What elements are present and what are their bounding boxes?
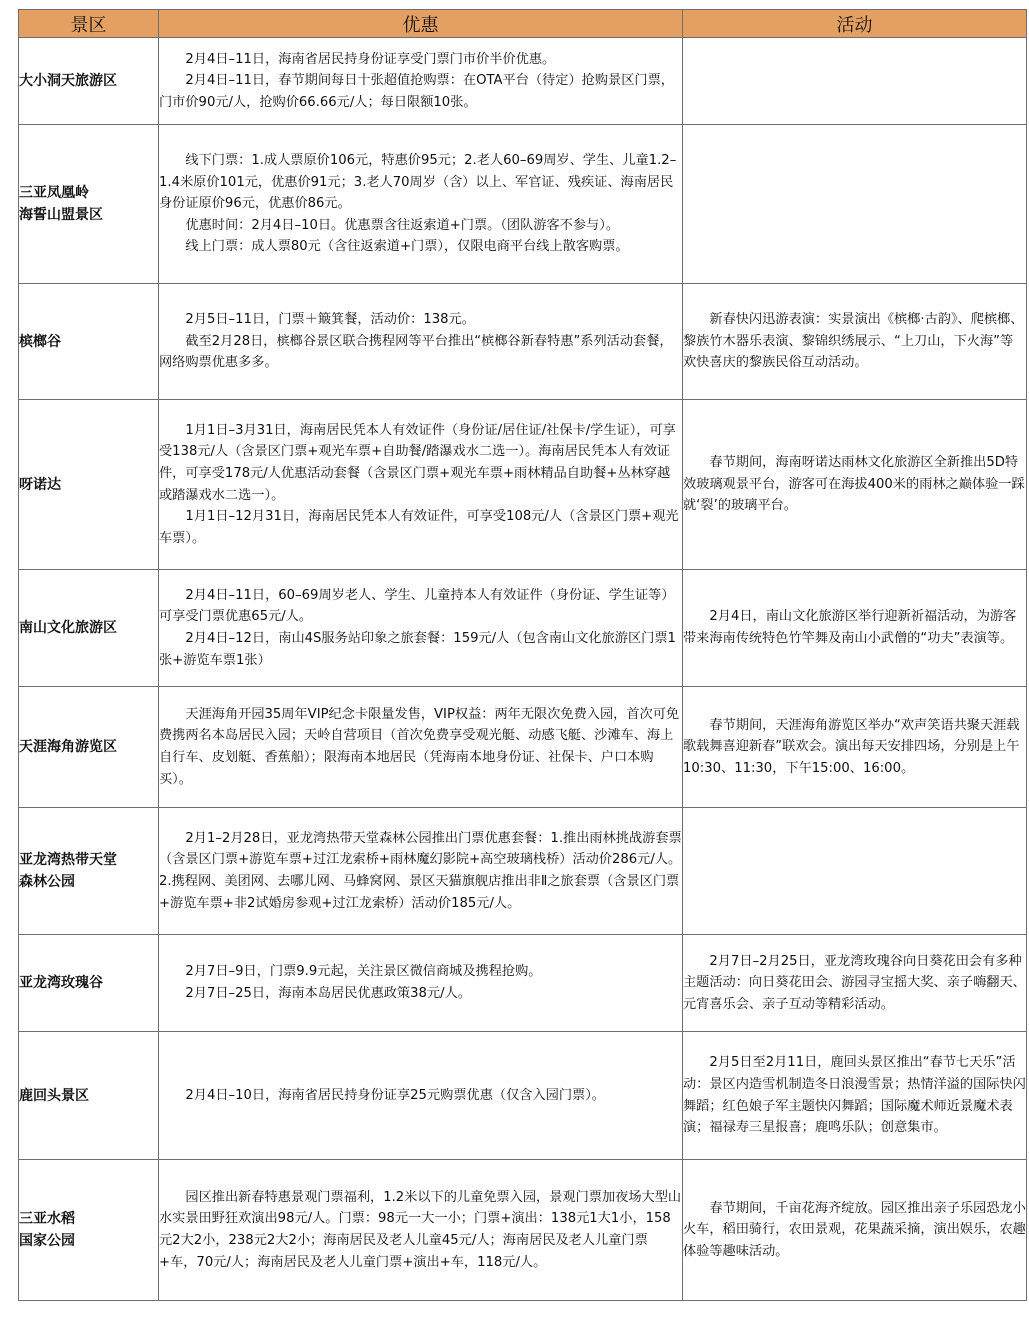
header-discount: 优惠 [159, 10, 683, 38]
discount-paragraph: 2月4日–11日，海南省居民持身份证享受门票门市价半价优惠。 [185, 51, 556, 67]
scenic-area-name [19, 284, 159, 400]
activity-paragraph: 2月7日–2月25日，亚龙湾玫瑰谷向日葵花田会有多种主题活动：向日葵花田会、游园寻宝摇大奖、亲子嗨翻天、元宵喜乐会、亲子互动等精彩活动。 [683, 953, 1026, 1012]
discount-paragraph: 2月5日–11日，门票＋簸箕餐，活动价：138元。 [185, 312, 475, 328]
scenic-discount-table [18, 9, 1027, 1301]
activity-paragraph: 2月4日，南山文化旅游区举行迎新祈福活动，为游客带来海南传统特色竹竿舞及南山小武僧的“功夫”表演等。 [683, 609, 1017, 646]
scenic-area-name-line: 国家公园 [19, 1233, 75, 1249]
scenic-area-name-line: 呀诺达 [19, 476, 61, 493]
scenic-area-name-line: 天涯海角游览区 [19, 739, 117, 755]
discount-cell [159, 400, 683, 570]
discount-paragraph: 2月4日–11日，60–69周岁老人、学生、儿童持本人有效证件（身份证、学生证等）可享受门票优惠65元/人。 [159, 587, 675, 625]
discount-paragraph: 1月1日–12月31日，海南居民凭本人有效证件，可享受108元/人（含景区门票+观光车票）。 [159, 509, 679, 546]
activity-cell [683, 125, 1027, 284]
scenic-area-name [19, 570, 159, 687]
discount-paragraph: 2月1–2月28日，亚龙湾热带天堂森林公园推出门票优惠套餐：1.推出雨林挑战游套票（含景区门票+游览车票+过江龙索桥+雨林魔幻影院+高空玻璃栈桥）活动价286元/人。2.携程网、美团网、去哪儿网、马蜂窝网、景区天猫旗舰店推出非Ⅱ之旅套票（含景区门票+游览车票+非2试婚房参观+过江龙索桥）活动价185元/人。 [159, 830, 682, 911]
table-row [19, 38, 1027, 125]
discount-cell [159, 38, 683, 125]
discount-cell [159, 808, 683, 935]
activity-cell [683, 400, 1027, 570]
table-row [19, 687, 1027, 808]
discount-cell [159, 1160, 683, 1301]
scenic-area-name [19, 935, 159, 1032]
activity-paragraph: 春节期间，千亩花海齐绽放。园区推出亲子乐园恐龙小火车，稻田骑行，农田景观，花果蔬采摘，演出娱乐，农趣体验等趣味活动。 [683, 1200, 1026, 1259]
activity-cell [683, 808, 1027, 935]
discount-paragraph: 2月4日–11日，春节期间每日十张超值抢购票：在OTA平台（待定）抢购景区门票，门市价90元/人，抢购价66.66元/人；每日限额10张。 [159, 73, 674, 110]
scenic-area-name-line: 槟榔谷 [19, 333, 61, 350]
scenic-area-name-line: 三亚凤凰岭 [19, 185, 89, 201]
scenic-area-name [19, 687, 159, 808]
scenic-area-name-line: 亚龙湾玫瑰谷 [19, 975, 103, 991]
discount-cell [159, 1032, 683, 1160]
scenic-area-name [19, 400, 159, 570]
discount-paragraph: 天涯海角开园35周年VIP纪念卡限量发售，VIP权益：两年无限次免费入园，首次可免费携两名本岛居民入园；天岭自营项目（首次免费享受观光艇、动感飞艇、沙滩车、海上自行车、皮划艇、香蕉船）；限海南本地居民（凭海南本地身份证、社保卡、户口本购买）。 [159, 706, 680, 787]
discount-paragraph: 线下门票：1.成人票原价106元，特惠价95元；2.老人60–69周岁、学生、儿童1.2–1.4米原价101元，优惠价91元；3.老人70周岁（含）以上、军官证、残疾证、海南居民身份证原价96元，优惠价86元。 [159, 153, 677, 212]
scenic-area-name-line: 海誓山盟景区 [19, 207, 103, 223]
header-activity: 活动 [683, 10, 1027, 38]
activity-cell [683, 570, 1027, 687]
discount-paragraph: 2月4日–10日，海南省居民持身份证享25元购票优惠（仅含入园门票）。 [185, 1087, 605, 1103]
scenic-area-name [19, 808, 159, 935]
scenic-area-name-line: 亚龙湾热带天堂 [19, 852, 117, 868]
discount-cell [159, 935, 683, 1032]
header-scenic-area: 景区 [19, 10, 159, 38]
discount-cell [159, 125, 683, 284]
discount-paragraph: 2月7日–9日，门票9.9元起，关注景区微信商城及携程抢购。 [185, 964, 542, 980]
table-row [19, 808, 1027, 935]
scenic-area-name-line: 大小洞天旅游区 [19, 73, 117, 89]
discount-cell [159, 284, 683, 400]
discount-paragraph: 优惠时间：2月4日–10日。优惠票含往返索道+门票。（团队游客不参与）。 [185, 217, 620, 233]
discount-paragraph: 园区推出新春特惠景观门票福利，1.2米以下的儿童免票入园，景观门票加夜场大型山水实景田野狂欢演出98元/人。门票：98元一大一小；门票+演出：138元1大1小，158元2大2小，238元2大2小；海南居民及老人儿童45元/人；海南居民及老人儿童门票+车，70元/人；海南居民及老人儿童门票+演出+车，118元/人。 [159, 1189, 682, 1270]
activity-paragraph: 春节期间，天涯海角游览区举办“欢声笑语共聚天涯载歌载舞喜迎新春”联欢会。演出每天安排四场，分别是上午10:30、11:30，下午15:00、16:00。 [683, 717, 1020, 776]
scenic-area-name-line: 森林公园 [19, 874, 75, 890]
discount-cell [159, 570, 683, 687]
activity-cell [683, 1160, 1027, 1301]
activity-cell [683, 38, 1027, 125]
table-row [19, 125, 1027, 284]
activity-paragraph: 春节期间，海南呀诺达雨林文化旅游区全新推出5D特效玻璃观景平台，游客可在海拔400米的雨林之巅体验一踩就‘裂’的玻璃平台。 [683, 455, 1025, 514]
discount-paragraph: 1月1日–3月31日，海南居民凭本人有效证件（身份证/居住证/社保卡/学生证），可享受138元/人（含景区门票+观光车票+自助餐/踏瀑戏水二选一）。海南居民凭本人有效证件，可享受178元/人优惠活动套餐（含景区门票+观光车票+雨林精品自助餐+丛林穿越或踏瀑戏水二选一）。 [159, 422, 676, 503]
discount-paragraph: 线上门票：成人票80元（含往返索道+门票），仅限电商平台线上散客购票。 [185, 239, 629, 255]
discount-paragraph: 截至2月28日，槟榔谷景区联合携程网等平台推出“槟榔谷新春特惠”系列活动套餐，网络购票优惠多多。 [159, 333, 673, 371]
activity-cell [683, 284, 1027, 400]
scenic-area-name [19, 125, 159, 284]
scenic-area-name [19, 1032, 159, 1160]
discount-paragraph: 2月7日–25日，海南本岛居民优惠政策38元/人。 [185, 986, 471, 1001]
discount-paragraph: 2月4日–12日，南山4S服务站印象之旅套餐：159元/人（包含南山文化旅游区门票1张+游览车票1张） [159, 631, 676, 668]
activity-cell [683, 1032, 1027, 1160]
discount-cell [159, 687, 683, 808]
table-row [19, 570, 1027, 687]
activity-cell [683, 935, 1027, 1032]
scenic-area-name-line: 鹿回头景区 [19, 1087, 89, 1104]
activity-paragraph: 新春快闪迅游表演：实景演出《槟榔·古韵》、爬槟榔、黎族竹木器乐表演、黎锦织绣展示、“上刀山，下火海”等欢快喜庆的黎族民俗互动活动。 [683, 312, 1024, 371]
activity-paragraph: 2月5日至2月11日，鹿回头景区推出“春节七天乐”活动：景区内造雪机制造冬日浪漫雪景；热情洋溢的国际快闪舞蹈；红色娘子军主题快闪舞蹈；国际魔术师近景魔术表演；福禄寿三星报喜；鹿鸣乐队；创意集市。 [683, 1055, 1026, 1136]
scenic-area-name-line: 南山文化旅游区 [19, 620, 117, 636]
activity-cell [683, 687, 1027, 808]
table-row [19, 284, 1027, 400]
scenic-area-name [19, 38, 159, 125]
table-row [19, 935, 1027, 1032]
table-header-row [19, 10, 1027, 38]
table-row [19, 1160, 1027, 1301]
scenic-area-name [19, 1160, 159, 1301]
table-row [19, 400, 1027, 570]
table-row [19, 1032, 1027, 1160]
scenic-area-name-line: 三亚水稻 [19, 1211, 75, 1227]
